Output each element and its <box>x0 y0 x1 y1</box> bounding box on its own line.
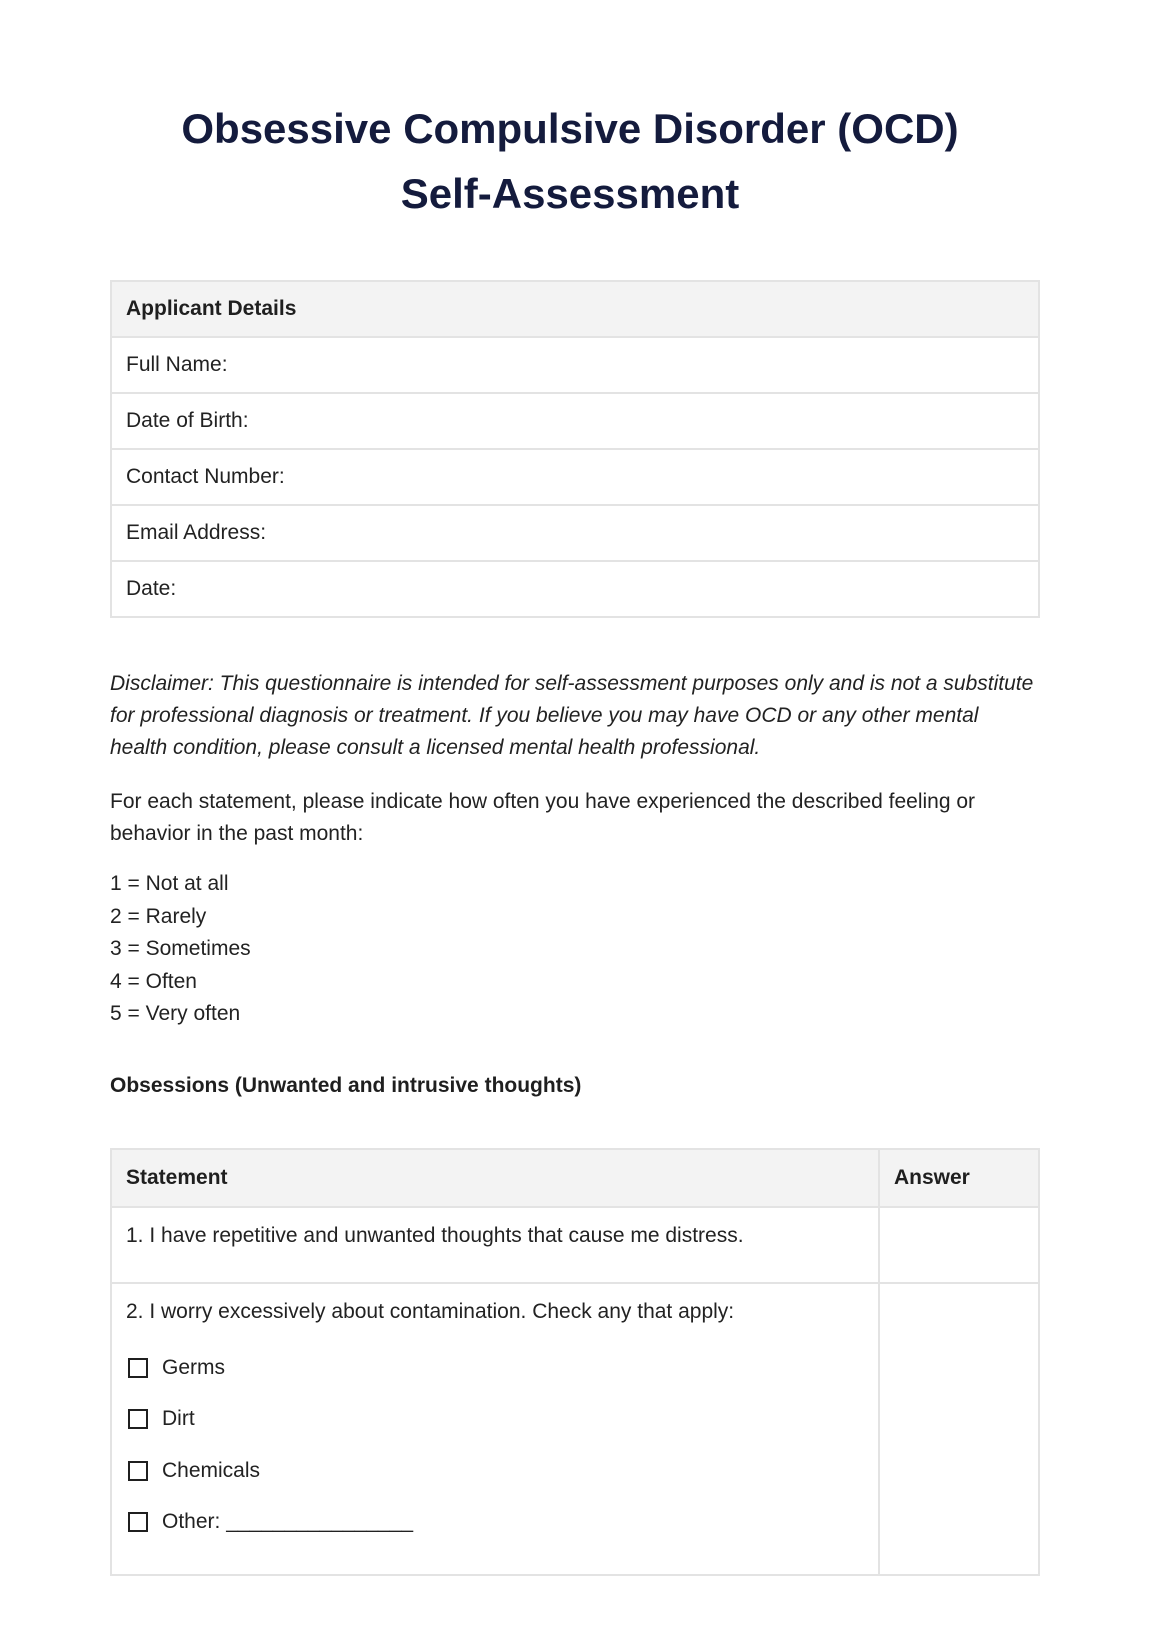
statement-column-header: Statement <box>111 1149 879 1207</box>
contact-number-field[interactable]: Contact Number: <box>111 449 1039 505</box>
applicant-details-table <box>110 280 1040 618</box>
answer-column-header: Answer <box>879 1149 1039 1207</box>
contamination-checklist <box>128 1342 864 1548</box>
title-line-2: Self-Assessment <box>400 170 740 217</box>
obsessions-table <box>110 1148 1040 1576</box>
checklist-label: Chemicals <box>162 1458 261 1482</box>
answer-cell[interactable] <box>879 1207 1039 1283</box>
date-field[interactable]: Date: <box>111 561 1039 617</box>
table-row <box>111 1207 1039 1283</box>
scale-item: 3 = Sometimes <box>110 937 251 960</box>
applicant-details-header: Applicant Details <box>111 281 1039 337</box>
checkbox-icon[interactable] <box>128 1512 148 1532</box>
answer-cell[interactable] <box>879 1283 1039 1575</box>
table-row <box>111 1283 1039 1575</box>
scale-item: 5 = Very often <box>110 1002 241 1025</box>
statement-text: 2. I worry excessively about contamination. Check any that apply: <box>126 1300 735 1323</box>
title-line-1: Obsessive Compulsive Disorder (OCD) <box>181 105 959 152</box>
scale-item: 2 = Rarely <box>110 904 207 928</box>
checkbox-icon[interactable] <box>128 1358 148 1378</box>
disclaimer-text: Disclaimer: This questionnaire is intended for self-assessment purposes only and is not a substitute for professional diagnosis or treatment. If you believe you may have OCD or any other mental health condition, please consult a licensed mental health professional. <box>110 672 1034 759</box>
checkbox-icon[interactable] <box>128 1461 148 1481</box>
scale-item: 1 = Not at all <box>110 872 229 895</box>
checklist-item-germs[interactable] <box>128 1342 864 1394</box>
checklist-label: Other: ________________ <box>162 1510 414 1534</box>
document-title <box>0 96 1140 226</box>
obsessions-heading: Obsessions (Unwanted and intrusive thoughts) <box>110 1074 582 1097</box>
checklist-item-dirt[interactable] <box>128 1394 864 1446</box>
checklist-label: Germs <box>162 1355 225 1379</box>
checklist-item-chemicals[interactable] <box>128 1445 864 1497</box>
checkbox-icon[interactable] <box>128 1409 148 1429</box>
instructions-text: For each statement, please indicate how often you have experienced the described feeling or behavior in the past month: <box>110 790 976 845</box>
statement-cell <box>111 1283 879 1575</box>
email-address-field[interactable]: Email Address: <box>111 505 1039 561</box>
rating-scale <box>110 868 251 1031</box>
table-header-row <box>111 1149 1039 1207</box>
date-of-birth-field[interactable]: Date of Birth: <box>111 393 1039 449</box>
scale-item: 4 = Often <box>110 969 197 993</box>
checklist-label: Dirt <box>162 1407 195 1431</box>
checklist-item-other[interactable] <box>128 1497 864 1549</box>
full-name-field[interactable]: Full Name: <box>111 337 1039 393</box>
statement-text: 1. I have repetitive and unwanted thoughts that cause me distress. <box>111 1207 879 1283</box>
